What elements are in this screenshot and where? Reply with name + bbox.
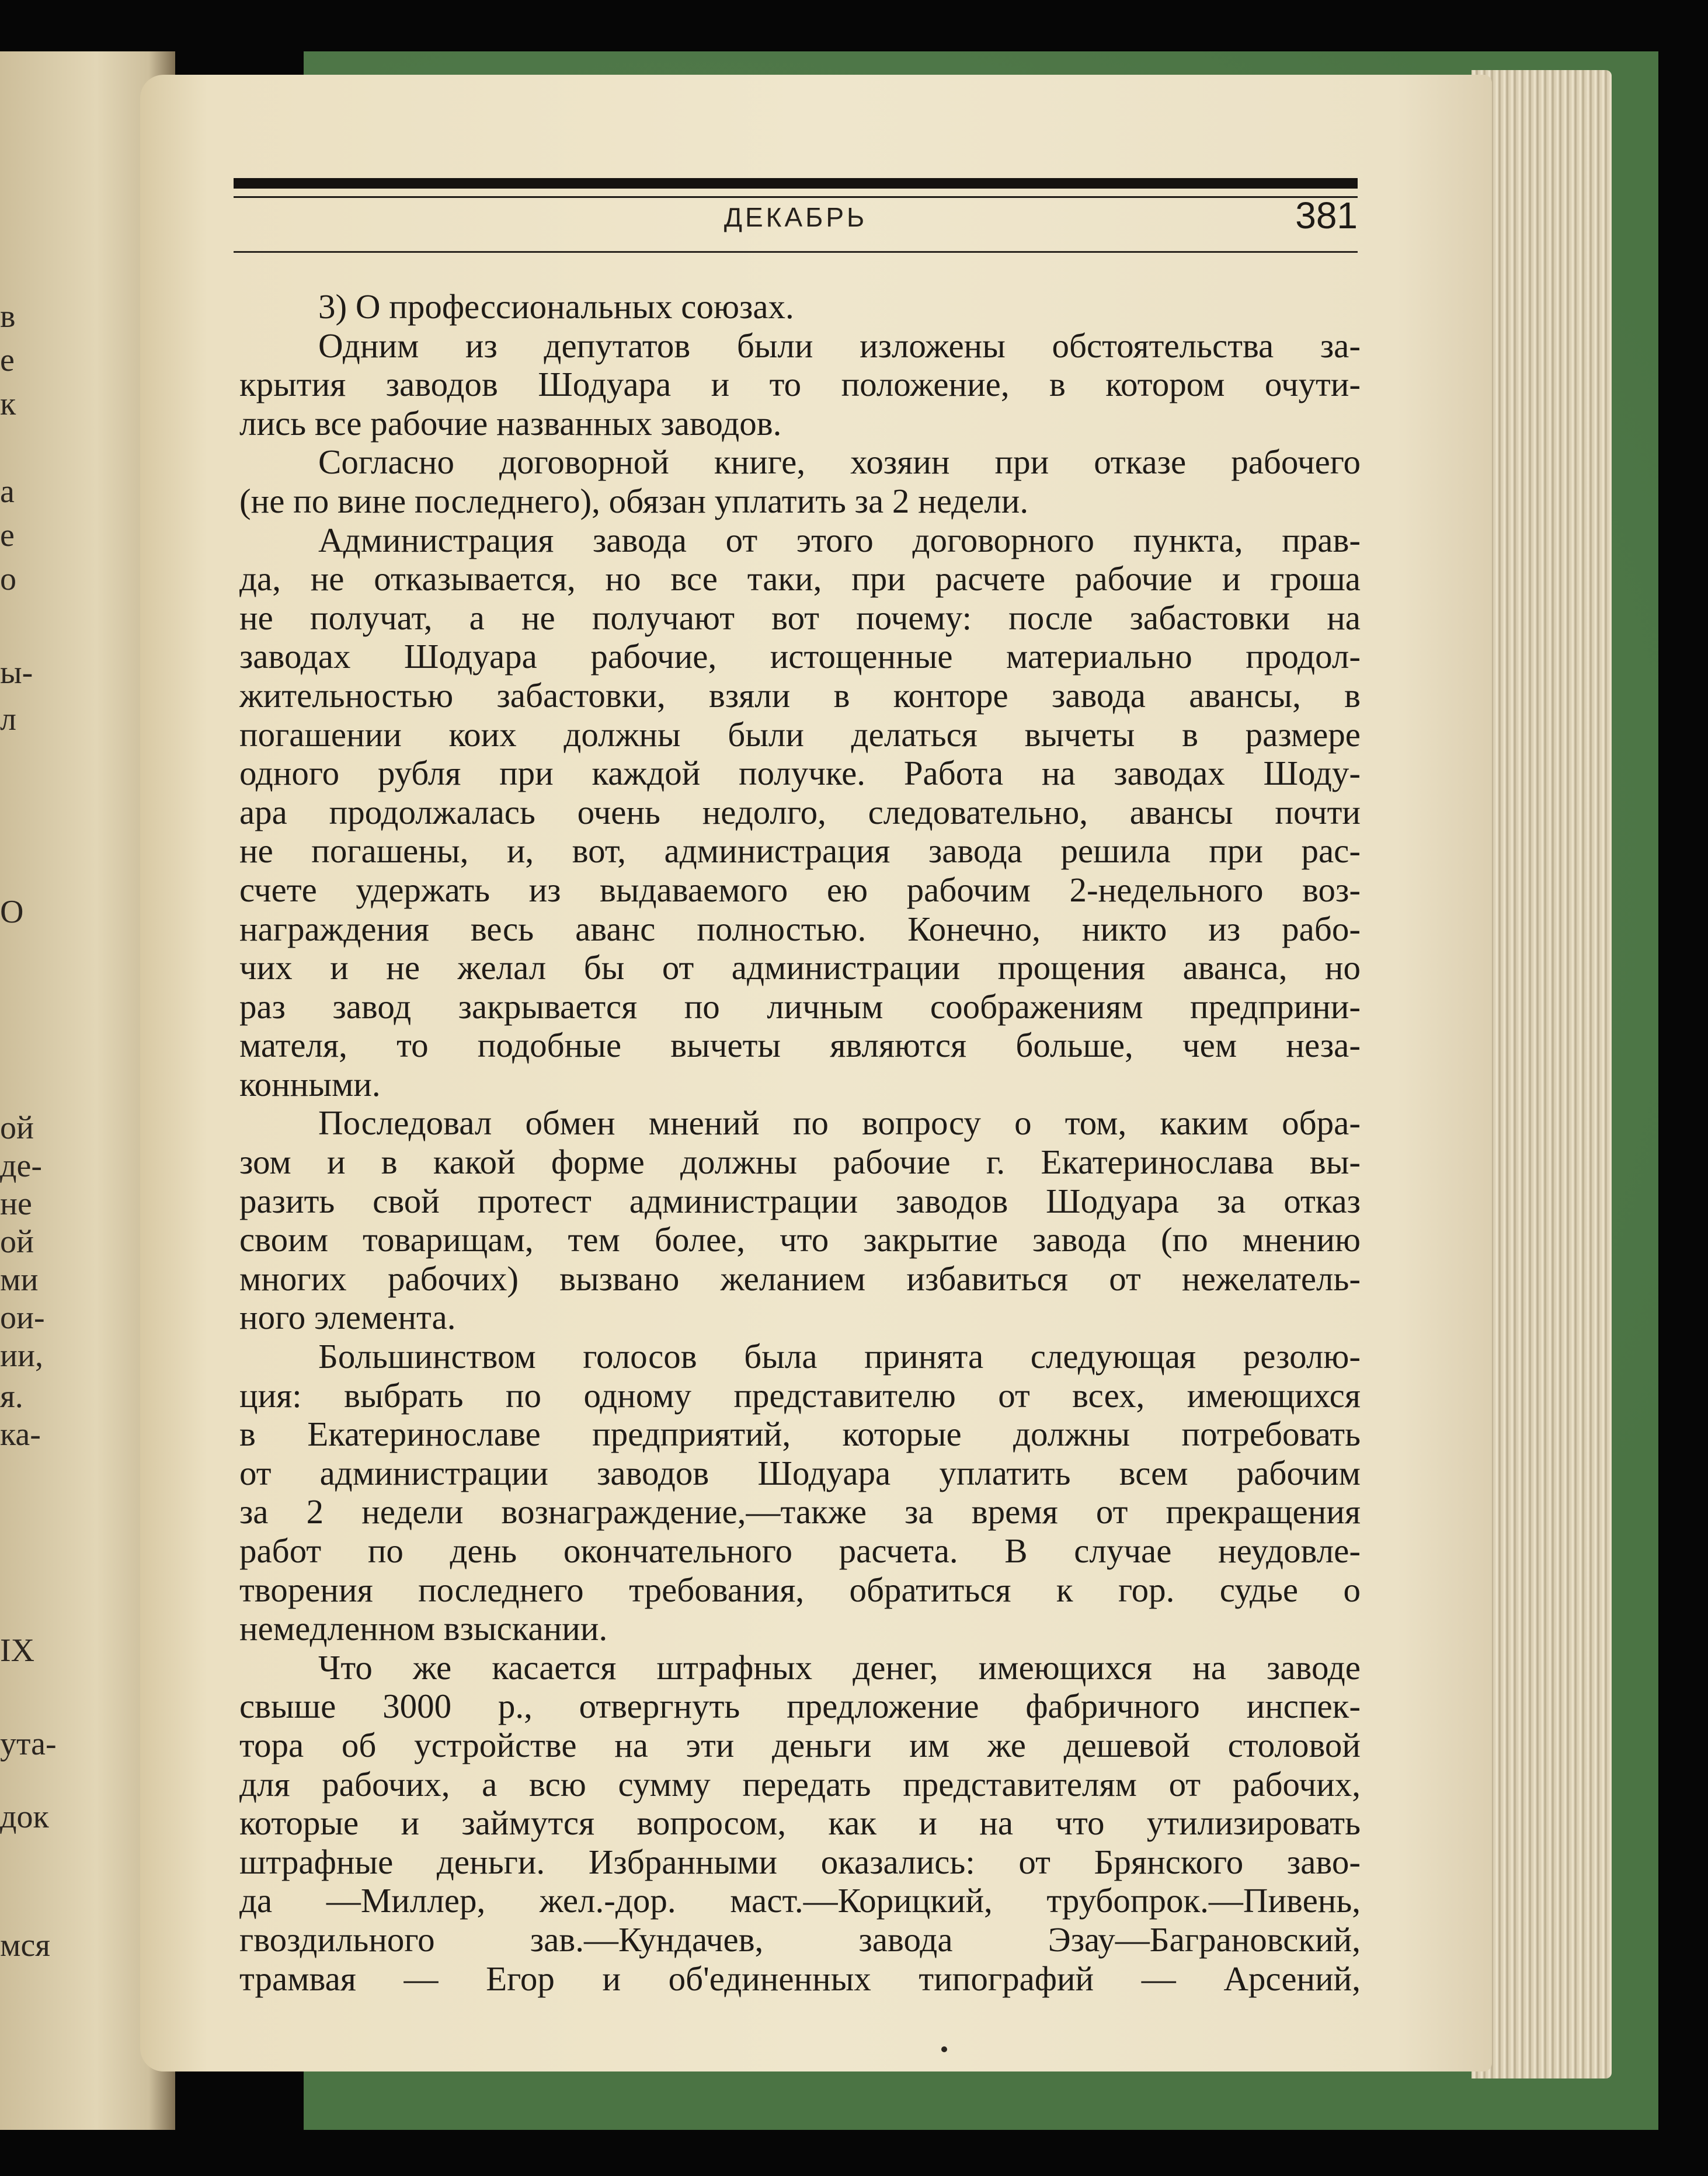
left-page-fragment: ой [0,1224,34,1260]
left-page-fragment: л [0,701,16,737]
left-page-fragment: мся [0,1927,51,1963]
left-page-fragment: О [0,894,24,930]
text-line: зом и в какой форме должны рабочие г. Екатеринослава вы- [239,1143,1361,1182]
page-speck [941,2046,947,2052]
text-line: не погашены, и, вот, администрация завода решила при рас- [239,831,1361,871]
text-line: да, не отказывается, но все таки, при расчете рабочие и гроша [239,559,1361,598]
text-line: крытия заводов Шодуара и то положение, в котором очути- [239,365,1361,404]
body-text [239,287,1361,1998]
text-line: которые и займутся вопросом, как и на что утилизировать [239,1804,1361,1843]
text-line: Согласно договорной книге, хозяин при отказе рабочего [318,443,1361,482]
text-line: в Екатеринославе предприятий, которые должны потребовать [239,1415,1361,1454]
header-rule-thin [234,196,1358,198]
text-line: от администрации заводов Шодуара уплатить всем рабочим [239,1453,1361,1492]
text-line: заводах Шодуара рабочие, истощенные материально продол- [239,637,1361,676]
header-rule-thick [234,178,1358,189]
text-line: Большинством голосов была принята следующая резолю- [318,1337,1361,1376]
text-line: ного элемента. [239,1298,456,1337]
left-page-fragment: я. [0,1378,23,1415]
header-rule-bottom [234,251,1358,253]
left-page-fragment: ой [0,1110,34,1146]
text-line: одного рубля при каждой получке. Работа на заводах Шоду- [239,754,1361,793]
page-number: 381 [1295,194,1358,236]
text-line: награждения весь аванс полностью. Конечно, никто из рабо- [239,909,1361,948]
text-line: ара продолжалась очень недолго, следовательно, авансы почти [239,792,1361,831]
left-page-fragment: ои- [0,1300,45,1336]
text-line: Последовал обмен мнений по вопросу о том, каким обра- [318,1103,1361,1143]
text-line: чих и не желал бы от администрации прощения аванса, но [239,948,1361,987]
text-line: творения последнего требования, обратиться к гор. судье о [239,1570,1361,1609]
text-line: 3) О профессиональных союзах. [318,287,794,326]
text-line: трамвая — Егор и об'единенных типографий — Арсений, [239,1959,1361,1998]
text-line: Администрация завода от этого договорного пункта, прав- [318,520,1361,559]
text-line: многих рабочих) вызвано желанием избавиться от нежелатель- [239,1259,1361,1298]
left-page-fragment: ка- [0,1416,41,1453]
left-page-fragment: ии, [0,1338,43,1374]
left-page-fragment: не [0,1186,32,1222]
text-line: жительностью забастовки, взяли в конторе завода авансы, в [239,676,1361,715]
text-line: лись все рабочие названных заводов. [239,403,782,443]
left-page-fragment: е [0,342,15,378]
text-line: счете удержать из выдаваемого ею рабочим 2-недельного воз- [239,870,1361,909]
left-page-fragment: ута- [0,1726,57,1762]
text-line: не получат, а не получают вот почему: после забастовки на [239,598,1361,637]
text-line: свыше 3000 р., отвергнуть предложение фабричного инспек- [239,1687,1361,1726]
text-line: мателя, то подобные вычеты являются больше, чем неза- [239,1026,1361,1065]
text-line: гвоздильного зав.—Кундачев, завода Эзау—Баграновский, [239,1920,1361,1959]
text-line: раз завод закрывается по личным соображениям предприни- [239,987,1361,1026]
left-page-fragment: к [0,386,16,422]
text-line: для рабочих, а всю сумму передать представителям от рабочих, [239,1764,1361,1804]
text-line: разить свой протест администрации заводов Шодуара за отказ [239,1181,1361,1220]
left-page-fragment: док [0,1799,49,1835]
left-page-fragment: IX [0,1632,35,1669]
page-edges [1472,70,1612,2078]
text-line: за 2 недели вознаграждение,—также за время от прекращения [239,1492,1361,1531]
text-line: тора об устройстве на эти деньги им же дешевой столовой [239,1725,1361,1764]
left-page-fragment: ми [0,1262,39,1298]
text-line: Одним из депутатов были изложены обстоятельства за- [318,326,1361,365]
text-line: конными. [239,1064,381,1103]
left-page-fragment: е [0,517,15,553]
text-line: ция: выбрать по одному представителю от всех, имеющихся [239,1376,1361,1415]
text-line: штрафные деньги. Избранными оказались: от Брянского заво- [239,1842,1361,1881]
left-page-fragment: а [0,474,15,510]
text-line: да —Миллер, жел.-дор. маст.—Корицкий, трубопрок.—Пивень, [239,1881,1361,1920]
left-page-fragment: в [0,298,16,335]
text-line: (не по вине последнего), обязан уплатить за 2 недели. [239,481,1029,520]
left-page-fragment: де- [0,1148,42,1184]
text-line: своим товарищам, тем более, что закрытие завода (по мнению [239,1220,1361,1259]
left-page-fragment: ы- [0,654,33,691]
left-page-fragment: о [0,561,16,597]
text-line: работ по день окончательного расчета. В случае неудовле- [239,1531,1361,1570]
text-line: Что же касается штрафных денег, имеющихся на заводе [318,1648,1361,1687]
text-line: немедленном взыскании. [239,1609,608,1648]
text-line: погашении коих должны были делаться вычеты в размере [239,715,1361,754]
running-head: ДЕКАБРЬ [723,202,868,232]
